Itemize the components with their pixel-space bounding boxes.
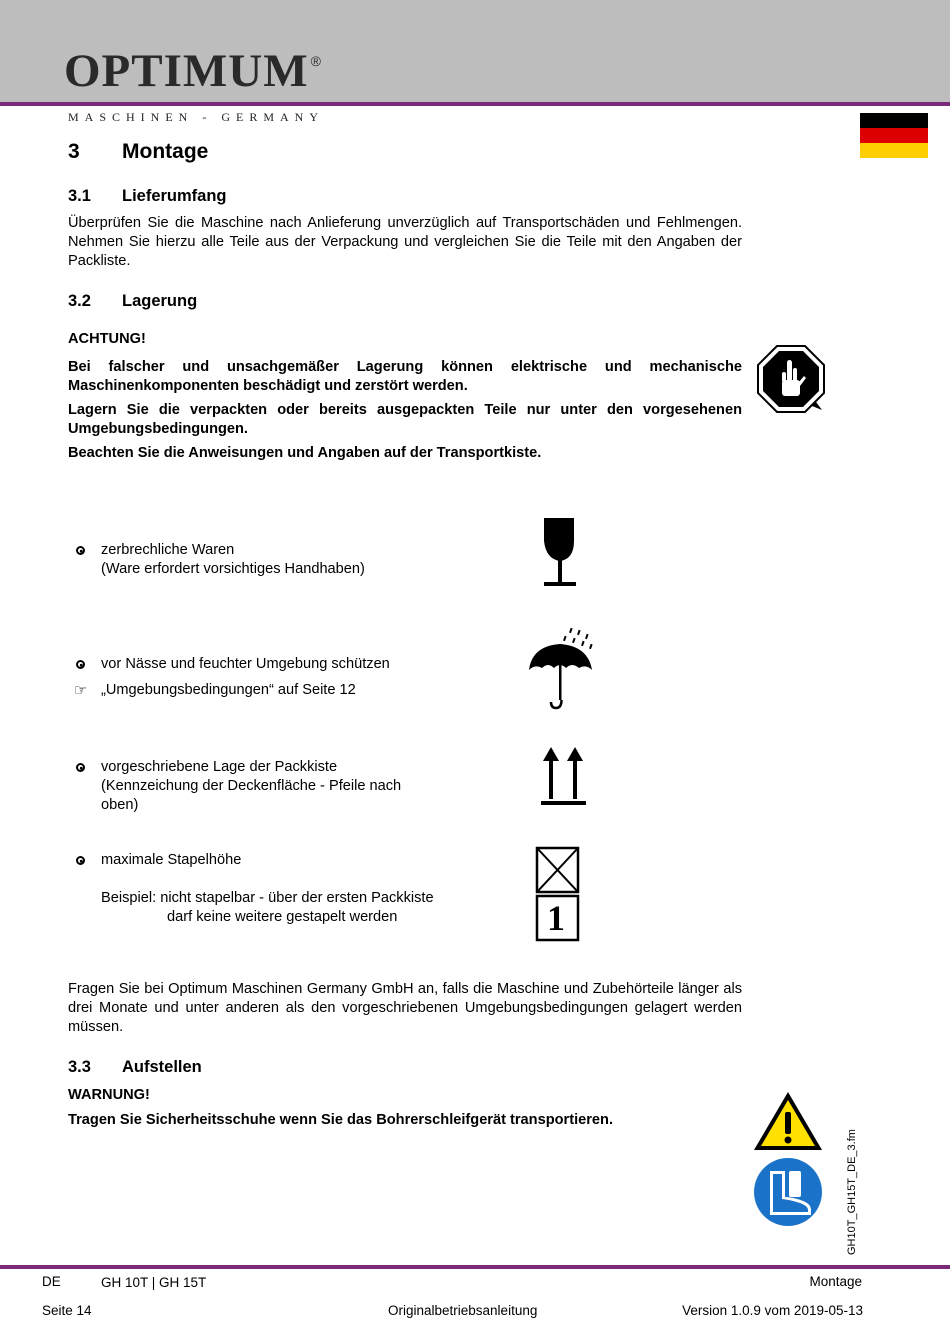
- bullet: [76, 856, 85, 865]
- warning-text: Tragen Sie Sicherheitsschuhe wenn Sie das Bohrerschleifgerät transportieren.: [68, 1112, 614, 1128]
- list-item: vorgeschriebene Lage der Packkiste (Kennzeichung der Deckenfläche - Pfeile nach oben): [101, 759, 402, 814]
- bullet: [76, 546, 85, 555]
- storage-closing-paragraph: Fragen Sie bei Optimum Maschinen Germany GmbH an, falls die Maschine und Zubehörteile länger als drei Monate und unter anderen als den vorgeschriebenen Umgebungsbedingungen gelagert werden müssen.: [68, 981, 742, 1036]
- this-way-up-icon: [540, 745, 588, 807]
- list-item-detail: Beispiel: nicht stapelbar - über der ersten Packkiste: [101, 890, 434, 906]
- list-item: maximale Stapelhöhe: [101, 852, 242, 868]
- warning-triangle-icon: [752, 1090, 824, 1152]
- stack-count: 1: [547, 898, 565, 938]
- delivery-paragraph: Überprüfen Sie die Maschine nach Anlieferung unverzüglich auf Transportschäden und Fehlmengen. Nehmen Sie hierzu alle Teile aus der Verpackung und vergleichen Sie die Teile mit den Angaben der Packliste.: [68, 215, 742, 270]
- file-name-label: GH10T_GH15T_DE_3.fm: [846, 1129, 858, 1255]
- footer-version: Version 1.0.9 vom 2019-05-13: [682, 1303, 863, 1318]
- footer-document-type: Originalbetriebsanleitung: [388, 1303, 538, 1318]
- umbrella-icon: [526, 626, 598, 712]
- header-divider: [0, 102, 950, 106]
- cross-reference-link[interactable]: „Umgebungsbedingungen“ auf Seite 12: [101, 682, 356, 698]
- pointing-hand-icon: ☞: [74, 682, 88, 699]
- bullet: [76, 660, 85, 669]
- brand-tagline: MASCHINEN - GERMANY: [68, 110, 325, 124]
- footer-divider: [0, 1265, 950, 1269]
- footer-chapter: Montage: [809, 1274, 862, 1289]
- attention-text: Bei falscher und unsachgemäßer Lagerung können elektrische und mechanische Maschinenkomponenten beschädigt und zerstört werden.: [68, 359, 742, 395]
- hand-stop-icon: [756, 344, 826, 414]
- footer-language: DE: [42, 1274, 61, 1289]
- fragile-glass-icon: [538, 515, 582, 591]
- warning-label: WARNUNG!: [68, 1087, 150, 1103]
- german-flag-icon: [860, 113, 928, 158]
- footer-page-number: Seite 14: [42, 1303, 92, 1318]
- footer-model: GH 10T | GH 15T: [101, 1275, 207, 1290]
- attention-label: ACHTUNG!: [68, 331, 146, 347]
- section-heading: 3 Montage: [68, 140, 209, 163]
- attention-text: Lagern Sie die verpackten oder bereits ausgepackten Teile nur unter den vorgesehenen Umgebungsbedingungen.: [68, 402, 742, 438]
- list-item-detail: darf keine weitere gestapelt werden: [167, 909, 398, 925]
- safety-boots-icon: [753, 1157, 823, 1227]
- attention-text: Beachten Sie die Anweisungen und Angaben auf der Transportkiste.: [68, 445, 542, 461]
- subsection-heading: 3.1 Lieferumfang: [68, 187, 227, 205]
- bullet: [76, 763, 85, 772]
- subsection-heading: 3.2 Lagerung: [68, 292, 198, 310]
- list-item: vor Nässe und feuchter Umgebung schützen: [101, 656, 390, 672]
- list-item: zerbrechliche Waren (Ware erfordert vorsichtiges Handhaben): [101, 542, 365, 578]
- subsection-heading: 3.3 Aufstellen: [68, 1058, 202, 1076]
- brand-logo: OPTIMUM ®: [64, 45, 322, 97]
